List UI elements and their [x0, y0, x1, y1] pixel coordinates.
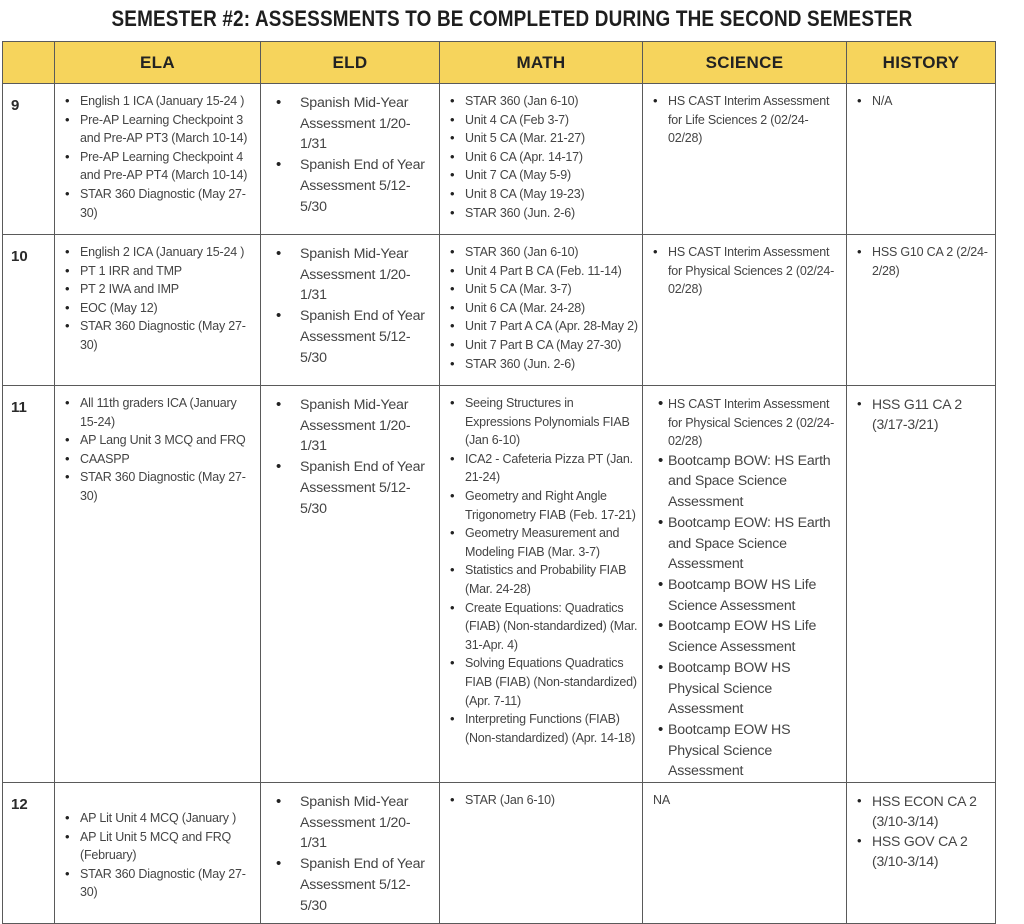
list-item: • STAR 360 (Jan 6-10) [446, 92, 638, 111]
list-item: • Bootcamp EOW HS Life Science Assessment [649, 616, 842, 657]
list-item: • Statistics and Probability FIAB (Mar. 24-28) [446, 561, 638, 598]
ela-cell [55, 84, 261, 235]
math-cell [440, 783, 643, 924]
list-item: • Solving Equations Quadratics FIAB (FIAB) (Non-standardized) (Apr. 7-11) [446, 654, 638, 710]
header-science: SCIENCE [643, 42, 847, 84]
list-item: • STAR 360 Diagnostic (May 27-30) [61, 468, 256, 505]
list-item: • Pre-AP Learning Checkpoint 3 and Pre-AP PT3 (March 10-14) [61, 111, 256, 148]
list-item: • STAR 360 (Jun. 2-6) [446, 204, 638, 223]
list-item: • Bootcamp EOW: HS Earth and Space Science Assessment [649, 513, 842, 575]
list-item: • Geometry Measurement and Modeling FIAB (Mar. 3-7) [446, 524, 638, 561]
list-item: • Unit 7 Part B CA (May 27-30) [446, 336, 638, 355]
header-eld: ELD [261, 42, 440, 84]
list-item: • Unit 7 CA (May 5-9) [446, 166, 638, 185]
list-item: • Spanish Mid-Year Assessment 1/20-1/31 [267, 93, 435, 155]
science-cell [643, 783, 847, 924]
list-item: • STAR 360 (Jun. 2-6) [446, 355, 638, 374]
header-row [3, 42, 996, 84]
list-item: • STAR 360 Diagnostic (May 27-30) [61, 865, 256, 902]
list-item: • AP Lit Unit 4 MCQ (January ) [61, 809, 256, 828]
list-item: • Spanish Mid-Year Assessment 1/20-1/31 [267, 395, 435, 457]
list-item: • Spanish Mid-Year Assessment 1/20-1/31 [267, 792, 435, 854]
list-item: • Spanish End of Year Assessment 5/12-5/30 [267, 155, 435, 217]
list-item: • HS CAST Interim Assessment for Physical Sciences 2 (02/24-02/28) [649, 395, 842, 451]
math-cell [440, 84, 643, 235]
science-na: NA [653, 793, 670, 808]
list-item: • STAR 360 Diagnostic (May 27-30) [61, 185, 256, 222]
history-cell [847, 783, 996, 924]
list-item: • Bootcamp BOW HS Physical Science Assessment [649, 658, 842, 720]
table-row-grade-12 [3, 783, 996, 924]
table-row-grade-11 [3, 386, 996, 783]
list-item: • Unit 4 CA (Feb 3-7) [446, 111, 638, 130]
header-grade [3, 42, 55, 84]
table-row-grade-10 [3, 235, 996, 386]
list-item: • Unit 7 Part A CA (Apr. 28-May 2) [446, 317, 638, 336]
ela-cell [55, 386, 261, 783]
list-item: • CAASPP [61, 450, 256, 469]
eld-cell [261, 84, 440, 235]
list-item: • Unit 5 CA (Mar. 3-7) [446, 280, 638, 299]
page-title: SEMESTER #2: ASSESSMENTS TO BE COMPLETED DURING THE SECOND SEMESTER [111, 6, 913, 31]
list-item: • Seeing Structures in Expressions Polynomials FIAB (Jan 6-10) [446, 394, 638, 450]
list-item: • AP Lang Unit 3 MCQ and FRQ [61, 431, 256, 450]
list-item: • PT 2 IWA and IMP [61, 280, 256, 299]
list-item: • Spanish End of Year Assessment 5/12-5/30 [267, 854, 435, 916]
ela-cell [55, 783, 261, 924]
list-item: • AP Lit Unit 5 MCQ and FRQ (February) [61, 828, 256, 865]
list-item: • Create Equations: Quadratics (FIAB) (Non-standardized) (Mar. 31-Apr. 4) [446, 599, 638, 655]
math-cell [440, 386, 643, 783]
history-cell [847, 235, 996, 386]
header-history: HISTORY [847, 42, 996, 84]
list-item: • Bootcamp BOW HS Life Science Assessment [649, 575, 842, 616]
list-item: • HSS G10 CA 2 (2/24-2/28) [853, 243, 991, 280]
list-item: • Bootcamp EOW HS Physical Science Assessment [649, 720, 842, 782]
eld-cell [261, 783, 440, 924]
grade-label: 10 [3, 235, 55, 386]
list-item: • Bootcamp BOW: HS Earth and Space Science Assessment [649, 451, 842, 513]
list-item: • EOC (May 12) [61, 299, 256, 318]
science-cell [643, 235, 847, 386]
header-math: MATH [440, 42, 643, 84]
grade-label: 9 [3, 84, 55, 235]
list-item: • English 1 ICA (January 15-24 ) [61, 92, 256, 111]
history-cell [847, 84, 996, 235]
list-item: • Interpreting Functions (FIAB) (Non-standardized) (Apr. 14-18) [446, 710, 638, 747]
header-ela: ELA [55, 42, 261, 84]
grade-label: 11 [3, 386, 55, 783]
list-item: • Unit 4 Part B CA (Feb. 11-14) [446, 262, 638, 281]
list-item: • Spanish End of Year Assessment 5/12-5/30 [267, 457, 435, 519]
list-item: • Unit 6 CA (Mar. 24-28) [446, 299, 638, 318]
list-item: • HSS G11 CA 2 (3/17-3/21) [853, 394, 991, 434]
list-item: • English 2 ICA (January 15-24 ) [61, 243, 256, 262]
list-item: • Pre-AP Learning Checkpoint 4 and Pre-AP PT4 (March 10-14) [61, 148, 256, 185]
list-item: • STAR (Jan 6-10) [446, 791, 638, 810]
list-item: • Geometry and Right Angle Trigonometry FIAB (Feb. 17-21) [446, 487, 638, 524]
eld-cell [261, 235, 440, 386]
table-row-grade-9 [3, 84, 996, 235]
list-item: • HS CAST Interim Assessment for Life Sciences 2 (02/24-02/28) [649, 92, 842, 148]
list-item: • ICA2 - Cafeteria Pizza PT (Jan. 21-24) [446, 450, 638, 487]
list-item: • HSS GOV CA 2 (3/10-3/14) [853, 831, 991, 871]
list-item: • HS CAST Interim Assessment for Physical Sciences 2 (02/24-02/28) [649, 243, 842, 299]
assessment-table [2, 41, 996, 924]
list-item: • Unit 5 CA (Mar. 21-27) [446, 129, 638, 148]
list-item: • Spanish End of Year Assessment 5/12-5/30 [267, 306, 435, 368]
science-cell [643, 386, 847, 783]
science-cell [643, 84, 847, 235]
list-item: • N/A [853, 92, 991, 111]
list-item: • PT 1 IRR and TMP [61, 262, 256, 281]
list-item: • All 11th graders ICA (January 15-24) [61, 394, 256, 431]
list-item: • Unit 8 CA (May 19-23) [446, 185, 638, 204]
list-item: • HSS ECON CA 2 (3/10-3/14) [853, 791, 991, 831]
list-item: • Unit 6 CA (Apr. 14-17) [446, 148, 638, 167]
list-item: • STAR 360 (Jan 6-10) [446, 243, 638, 262]
math-cell [440, 235, 643, 386]
list-item: • STAR 360 Diagnostic (May 27-30) [61, 317, 256, 354]
list-item: • Spanish Mid-Year Assessment 1/20-1/31 [267, 244, 435, 306]
ela-cell [55, 235, 261, 386]
eld-cell [261, 386, 440, 783]
grade-label: 12 [3, 783, 55, 924]
history-cell [847, 386, 996, 783]
